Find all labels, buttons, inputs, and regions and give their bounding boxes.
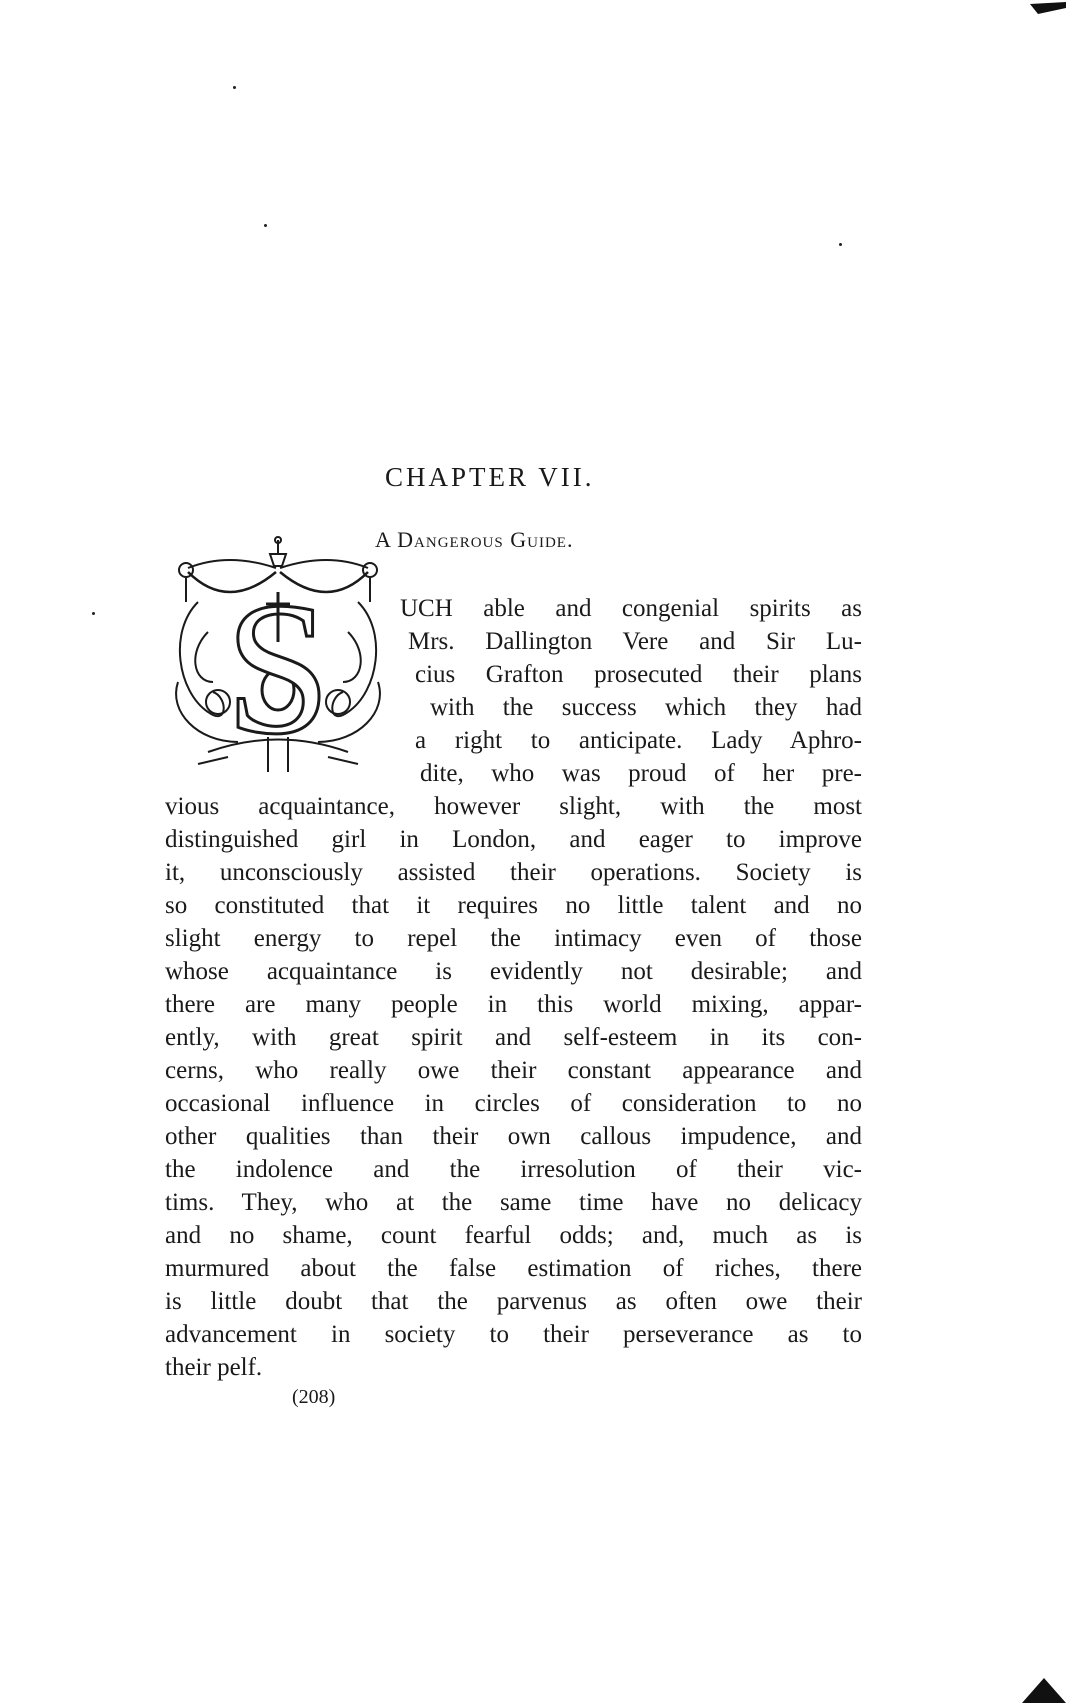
text-line: cerns, who really owe their constant appearance and — [165, 1057, 862, 1084]
text-line: murmured about the false estimation of riches, there — [165, 1255, 862, 1282]
text-line: advancement in society to their perseverance as to — [165, 1321, 862, 1348]
scan-speck — [233, 86, 236, 89]
text-line: dite, who was proud of her pre- — [420, 760, 862, 787]
ornamental-drop-cap — [168, 532, 388, 782]
chapter-heading: CHAPTER VII. — [385, 462, 595, 492]
scan-edge-mark-icon — [1030, 2, 1066, 16]
text-line: it, unconsciously assisted their operations. Society is — [165, 859, 862, 886]
scan-speck — [839, 243, 842, 246]
text-line: vious acquaintance, however slight, with the most — [165, 793, 862, 820]
text-line: UCH able and congenial spirits as — [400, 595, 862, 622]
text-line: there are many people in this world mixing, appar- — [165, 991, 862, 1018]
scan-edge-mark-icon — [1022, 1678, 1066, 1703]
text-line: the indolence and the irresolution of their vic- — [165, 1156, 862, 1183]
page-number: (208) — [292, 1386, 336, 1408]
text-line: and no shame, count fearful odds; and, much as is — [165, 1222, 862, 1249]
text-line: is little doubt that the parvenus as often owe their — [165, 1288, 862, 1315]
text-line: so constituted that it requires no little talent and no — [165, 892, 862, 919]
scan-speck — [264, 224, 267, 227]
scan-speck — [92, 612, 95, 615]
text-line: ently, with great spirit and self-esteem in its con- — [165, 1024, 862, 1051]
text-line: other qualities than their own callous impudence, and — [165, 1123, 862, 1150]
text-line: a right to anticipate. Lady Aphro- — [415, 727, 862, 754]
text-line: with the success which they had — [430, 694, 862, 721]
text-line: distinguished girl in London, and eager to improve — [165, 826, 862, 853]
text-line: occasional influence in circles of consideration to no — [165, 1090, 862, 1117]
text-line: slight energy to repel the intimacy even of those — [165, 925, 862, 952]
chapter-title: A Dangerous Guide. — [375, 527, 574, 552]
text-line: tims. They, who at the same time have no delicacy — [165, 1189, 862, 1216]
text-line: their pelf. — [165, 1354, 263, 1381]
text-line: cius Grafton prosecuted their plans — [415, 661, 862, 688]
text-line: Mrs. Dallington Vere and Sir Lu- — [408, 628, 862, 655]
text-line: whose acquaintance is evidently not desirable; and — [165, 958, 862, 985]
drop-cap-letter: S — [225, 564, 331, 774]
